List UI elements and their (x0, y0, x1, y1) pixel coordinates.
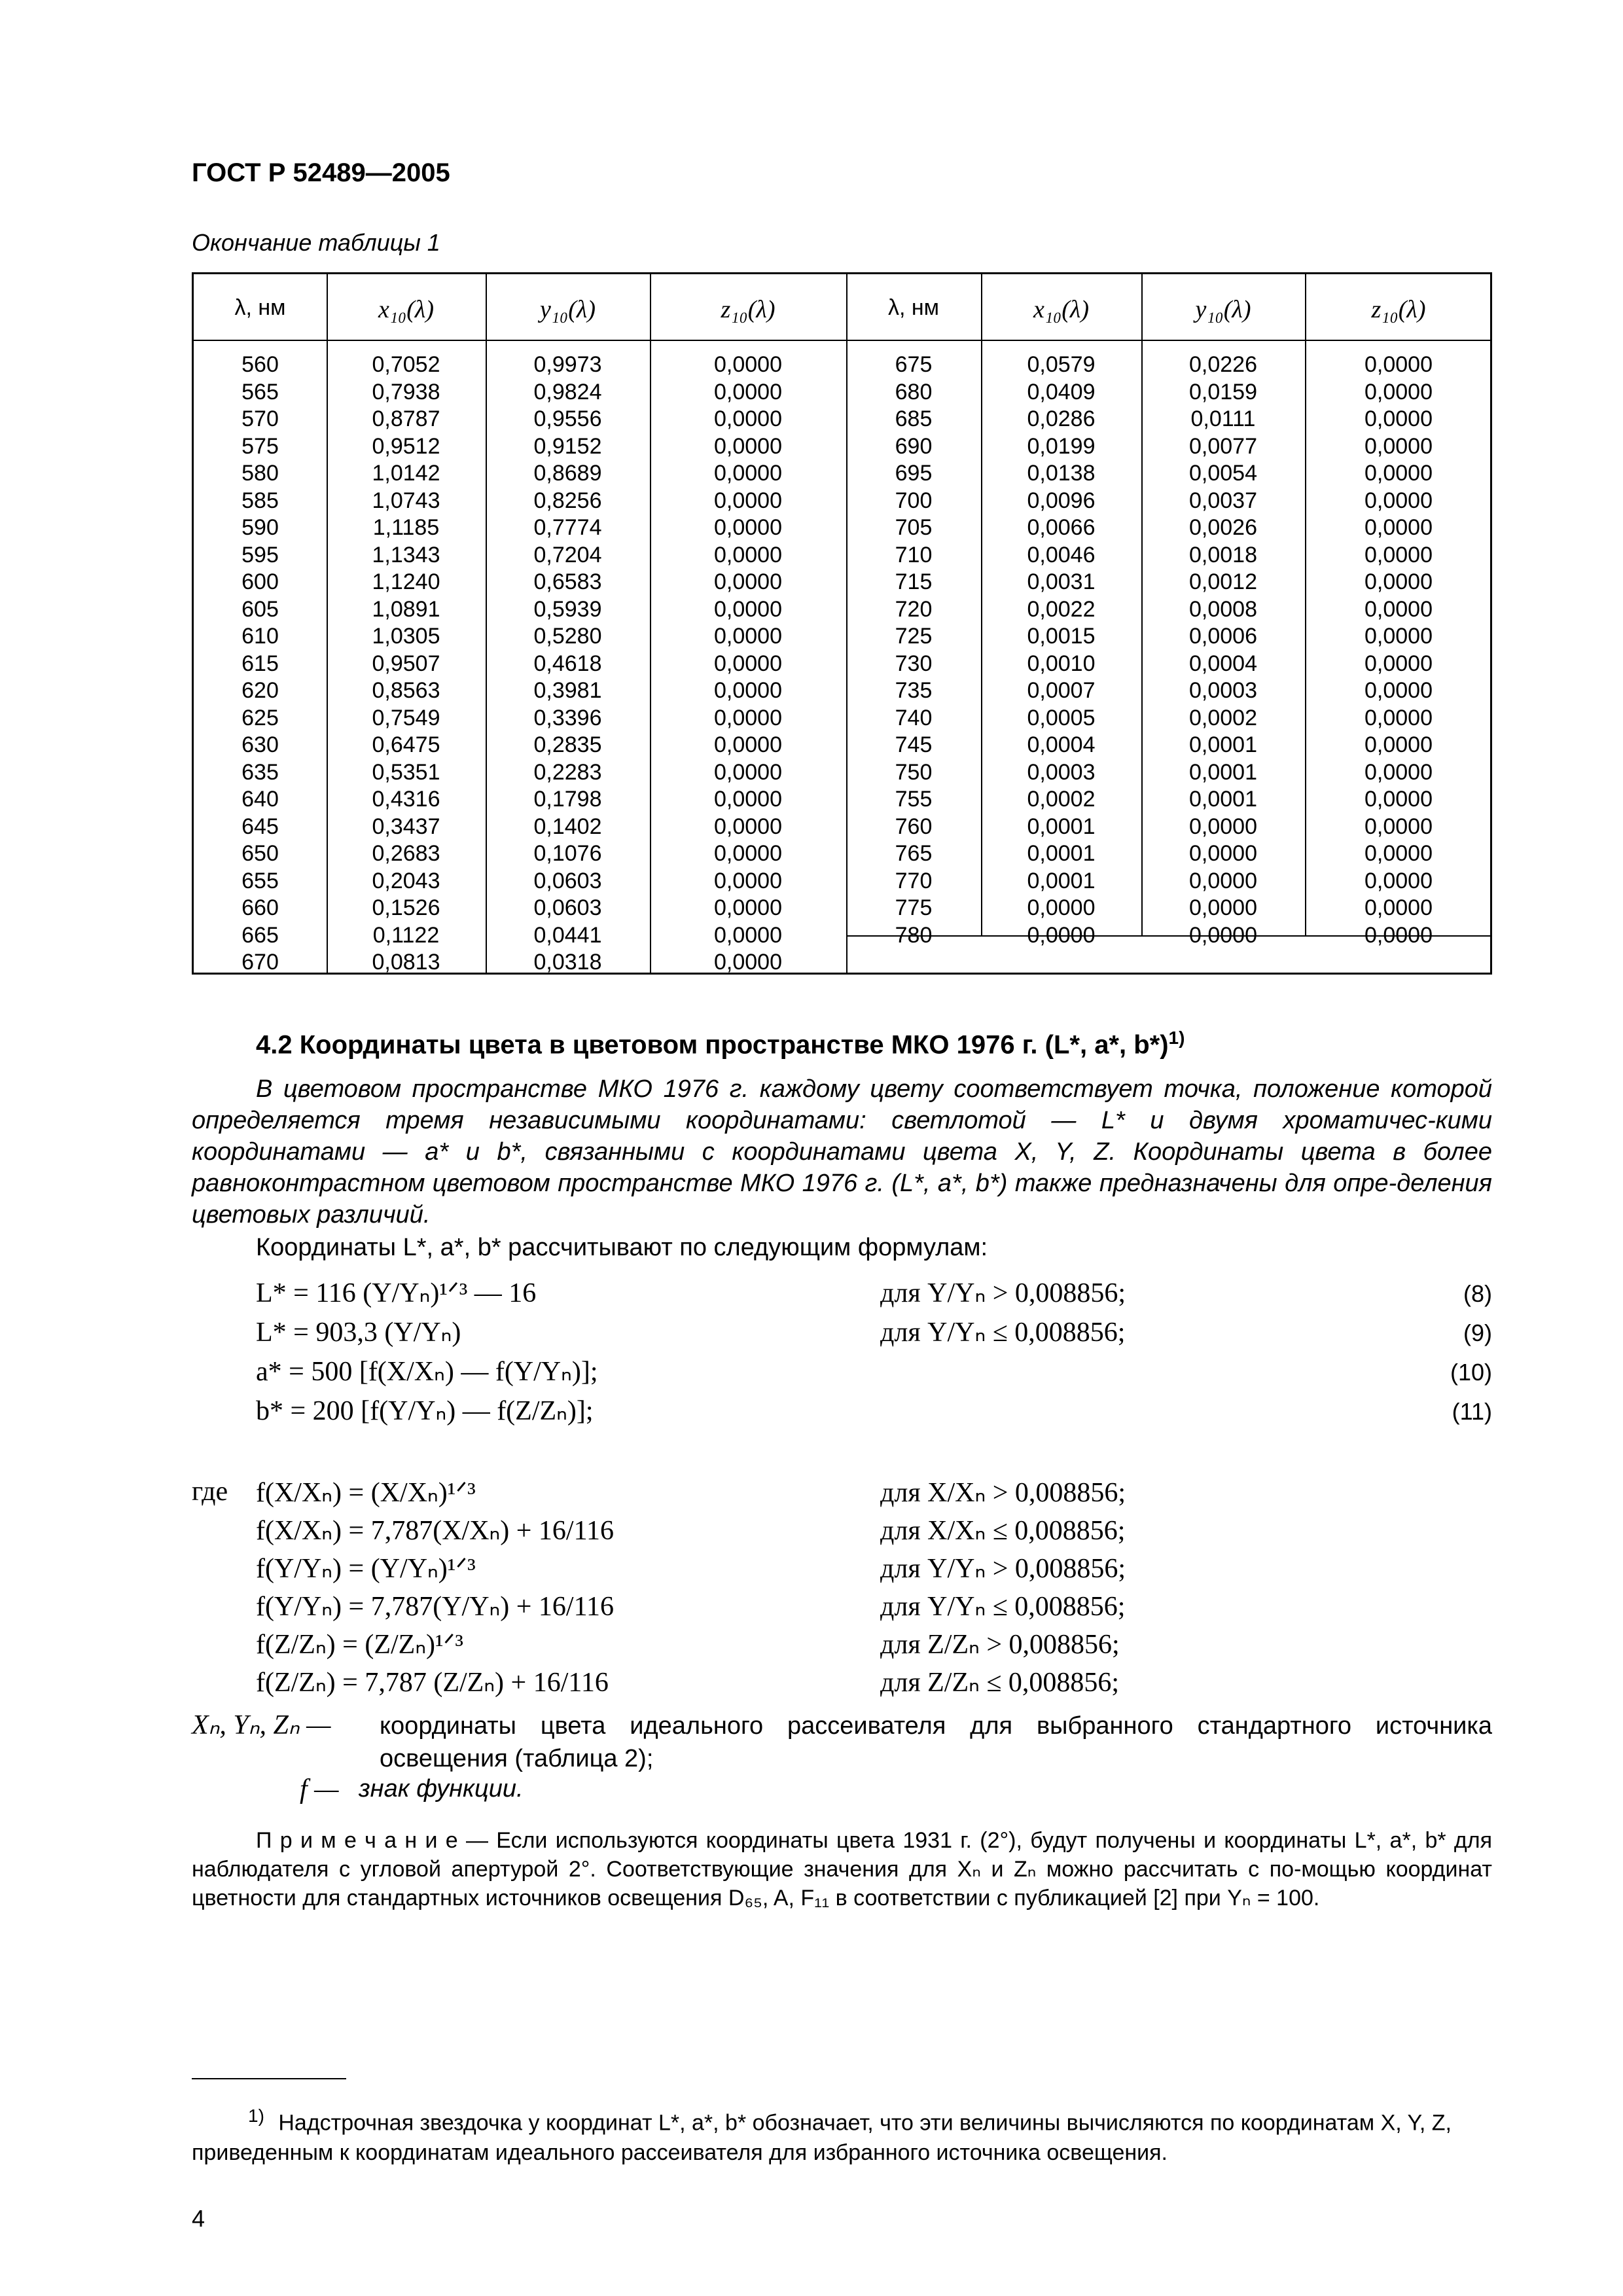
f-x-line-1: f(X/Xₙ) = (X/Xₙ)¹ᐟ³ (256, 1478, 476, 1508)
table-cell: 605 (241, 596, 279, 622)
table-cell: 0,0000 (1364, 787, 1433, 812)
data-table (192, 272, 1492, 975)
table-cell: 0,0000 (1364, 678, 1433, 703)
f-y-line-2: f(Y/Yₙ) = 7,787(Y/Yₙ) + 16/116 (256, 1592, 615, 1622)
table-cell: 0,1122 (372, 922, 440, 948)
formula-9-condition: для Y/Yₙ ≤ 0,008856; (880, 1318, 1126, 1348)
equation-number-10: (10) (1450, 1359, 1492, 1386)
table-cell: 0,0000 (1364, 569, 1433, 594)
table-cell: 0,0000 (1189, 868, 1257, 893)
table-cell: 0,0000 (714, 624, 782, 649)
table-cell: 730 (895, 651, 933, 676)
table-cell: 0,7204 (533, 542, 602, 567)
table-cell: 0,0000 (714, 895, 782, 920)
table-cell: 0,0000 (714, 596, 782, 622)
f-y-cond-1: для Y/Yₙ > 0,008856; (880, 1554, 1126, 1584)
table-cell: 0,8787 (372, 406, 440, 431)
table-cell: 0,0199 (1027, 433, 1096, 459)
footnote-text (192, 2101, 1492, 2168)
table-cell: 0,0000 (1364, 814, 1433, 839)
equation-number-8: (8) (1463, 1280, 1492, 1307)
table-cell: 0,1402 (533, 814, 602, 839)
table-cell: 0,0004 (1027, 732, 1096, 757)
table-cell: 0,0007 (1027, 678, 1096, 703)
table-cell: 0,0409 (1027, 379, 1096, 404)
table-cell: 770 (895, 868, 933, 893)
table-cell: 0,0603 (533, 868, 602, 893)
def-text-f: знак функции. (359, 1775, 524, 1803)
table-cell: 0,0000 (1364, 461, 1433, 486)
table-cell: 0,0000 (714, 515, 782, 540)
f-z-line-2: f(Z/Zₙ) = 7,787 (Z/Zₙ) + 16/116 (256, 1668, 609, 1698)
table-cell: 710 (895, 542, 933, 567)
table-cell: 0,0000 (1364, 542, 1433, 567)
cells-y10-right (1141, 351, 1305, 949)
table-cell: 0,9152 (533, 433, 602, 459)
cells-x10-left (327, 351, 486, 977)
table-cell: 720 (895, 596, 933, 622)
table-cell: 0,0000 (714, 352, 782, 377)
table-cell: 680 (895, 379, 933, 404)
table-cell: 0,0000 (714, 542, 782, 567)
table-cell: 0,0111 (1190, 406, 1256, 431)
table-cell: 0,0000 (714, 678, 782, 703)
table-cell: 0,9973 (533, 352, 602, 377)
def-symbol-f: f — (300, 1774, 339, 1804)
table-cell: 655 (241, 868, 279, 893)
table-cell: 0,8689 (533, 461, 602, 486)
table-cell: 0,0000 (1364, 922, 1433, 948)
table-cell: 0,7774 (533, 515, 602, 540)
footnote-body: Надстрочная звездочка у координат L*, a*, b* обозначает, что эти величины вычисляются по координатам X, Y, Z, приведенным к координатам идеального рассеивателя для избранного источника освещения. (192, 2110, 1452, 2166)
table-cell: 1,1240 (372, 569, 440, 594)
table-cell: 0,0000 (1189, 922, 1257, 948)
table-cell: 0,0000 (1364, 406, 1433, 431)
header-lambda: λ, нм (887, 295, 940, 320)
table-cell: 0,0000 (1364, 488, 1433, 513)
table-cell: 1,0142 (372, 461, 440, 486)
section-heading: Координаты цвета в цветовом пространстве МКО 1976 г. (L*, a*, b*) (299, 1030, 1169, 1060)
table-cell: 715 (895, 569, 933, 594)
table-cell: 0,0318 (533, 950, 602, 975)
table-cell: 0,0054 (1189, 461, 1257, 486)
table-cell: 0,0000 (1364, 379, 1433, 404)
table-cell: 645 (241, 814, 279, 839)
table-cell: 1,1185 (372, 515, 440, 540)
table-cell: 625 (241, 705, 279, 730)
table-cell: 0,0000 (714, 759, 782, 785)
table-cell: 0,0000 (714, 841, 782, 866)
table-cell: 635 (241, 759, 279, 785)
table-cell: 0,0000 (1364, 732, 1433, 757)
table-cell: 0,0000 (1364, 596, 1433, 622)
table-cell: 0,0000 (714, 732, 782, 757)
table-cell: 0,0000 (714, 433, 782, 459)
table-cell: 765 (895, 841, 933, 866)
table-cell: 685 (895, 406, 933, 431)
table-cell: 0,7052 (372, 352, 440, 377)
table-cell: 585 (241, 488, 279, 513)
table-cell: 0,0003 (1189, 678, 1257, 703)
table-cell: 0,0000 (714, 651, 782, 676)
table-cell: 0,0000 (1027, 922, 1096, 948)
table-cell: 0,0000 (714, 379, 782, 404)
header-x10: x₁₀(λ) (378, 296, 435, 323)
cells-lambda-left (194, 351, 327, 977)
table-cell: 775 (895, 895, 933, 920)
table-cell: 0,0813 (372, 950, 440, 975)
table-cell: 0,6583 (533, 569, 602, 594)
footnote-separator (192, 2078, 346, 2079)
table-cell: 750 (895, 759, 933, 785)
table-cell: 0,5939 (533, 596, 602, 622)
table-cell: 0,0159 (1189, 379, 1257, 404)
table-cell: 0,0226 (1189, 352, 1257, 377)
f-z-line-1: f(Z/Zₙ) = (Z/Zₙ)¹ᐟ³ (256, 1630, 464, 1660)
table-cell: 0,0000 (714, 461, 782, 486)
table-cell: 640 (241, 787, 279, 812)
table-cell: 0,2683 (372, 841, 440, 866)
f-x-cond-1: для X/Xₙ > 0,008856; (880, 1478, 1126, 1508)
equation-number-11: (11) (1452, 1398, 1492, 1425)
header-y10: y₁₀(λ) (539, 296, 596, 323)
table-cell: 0,0000 (714, 922, 782, 948)
table-cell: 735 (895, 678, 933, 703)
table-cell: 0,0001 (1027, 868, 1096, 893)
formula-8: L* = 116 (Y/Yₙ)¹ᐟ³ — 16 (256, 1278, 537, 1308)
table-cell: 0,0579 (1027, 352, 1096, 377)
table-cell: 0,0000 (714, 569, 782, 594)
table-cell: 0,3396 (533, 705, 602, 730)
table-cell: 0,0001 (1189, 732, 1257, 757)
table-cell: 0,1798 (533, 787, 602, 812)
table-cell: 0,0000 (714, 868, 782, 893)
table-cell: 0,7938 (372, 379, 440, 404)
cells-x10-right (981, 351, 1141, 949)
table-cell: 0,5280 (533, 624, 602, 649)
table-cell: 0,6475 (372, 732, 440, 757)
table-cell: 745 (895, 732, 933, 757)
table-cell: 0,4618 (533, 651, 602, 676)
table-cell: 0,0001 (1027, 814, 1096, 839)
table-cell: 600 (241, 569, 279, 594)
table-cell: 0,0000 (714, 488, 782, 513)
table-cell: 755 (895, 787, 933, 812)
table-cell: 0,9512 (372, 433, 440, 459)
table-cell: 0,7549 (372, 705, 440, 730)
table-cell: 0,0096 (1027, 488, 1096, 513)
table-cell: 0,3981 (533, 678, 602, 703)
f-y-line-1: f(Y/Yₙ) = (Y/Yₙ)¹ᐟ³ (256, 1554, 476, 1584)
table-cell: 0,2835 (533, 732, 602, 757)
table-cell: 700 (895, 488, 933, 513)
table-cell: 565 (241, 379, 279, 404)
table-cell: 0,0008 (1189, 596, 1257, 622)
table-cell: 560 (241, 352, 279, 377)
table-cell: 695 (895, 461, 933, 486)
table-cell: 0,0441 (533, 922, 602, 948)
table-cell: 0,4316 (372, 787, 440, 812)
table-cell: 0,0000 (1189, 841, 1257, 866)
table-cell: 0,0001 (1027, 841, 1096, 866)
table-cell: 0,0000 (1364, 651, 1433, 676)
table-cell: 590 (241, 515, 279, 540)
f-x-cond-2: для X/Xₙ ≤ 0,008856; (880, 1516, 1126, 1546)
table-cell: 0,0012 (1189, 569, 1257, 594)
table-cell: 705 (895, 515, 933, 540)
table-cell: 650 (241, 841, 279, 866)
table-cell: 0,1526 (372, 895, 440, 920)
table-cell: 0,0000 (714, 787, 782, 812)
table-cell: 0,0000 (1364, 352, 1433, 377)
table-cell: 0,0000 (714, 950, 782, 975)
table-cell: 580 (241, 461, 279, 486)
table-cell: 1,0743 (372, 488, 440, 513)
table-cell: 0,9556 (533, 406, 602, 431)
table-cell: 0,0002 (1027, 787, 1096, 812)
table-cell: 675 (895, 352, 933, 377)
table-cell: 0,0000 (714, 406, 782, 431)
table-cell: 0,2283 (533, 759, 602, 785)
table-cell: 0,0603 (533, 895, 602, 920)
table-cell: 690 (895, 433, 933, 459)
table-cell: 660 (241, 895, 279, 920)
formula-10: a* = 500 [f(X/Xₙ) — f(Y/Yₙ)]; (256, 1357, 598, 1387)
document-code: ГОСТ Р 52489—2005 (192, 158, 450, 187)
table-cell: 0,8256 (533, 488, 602, 513)
footnote-mark: 1) (248, 2106, 264, 2126)
table-cell: 0,8563 (372, 678, 440, 703)
table-cell: 740 (895, 705, 933, 730)
table-cell: 610 (241, 624, 279, 649)
table-cell: 0,0002 (1189, 705, 1257, 730)
def-text-xyz: координаты цвета идеального рассеивателя для выбранного стандартного источника освещения (таблица 2); (380, 1712, 1492, 1772)
table-cell: 0,0031 (1027, 569, 1096, 594)
section-number: 4.2 (256, 1030, 293, 1060)
f-z-cond-1: для Z/Zₙ > 0,008856; (880, 1630, 1120, 1660)
formula-11: b* = 200 [f(Y/Yₙ) — f(Z/Zₙ)]; (256, 1396, 594, 1426)
table-cell: 760 (895, 814, 933, 839)
table-cell: 0,0001 (1189, 787, 1257, 812)
table-cell: 0,9507 (372, 651, 440, 676)
cells-z10-left (650, 351, 846, 977)
note-paragraph: П р и м е ч а н и е — Если используются координаты цвета 1931 г. (2°), будут получены и координаты L*, a*, b* для наблюдателя с угловой апертурой 2°. Соответствующие значения для Xₙ и Zₙ можно рассчитать с по-мощью координат цветности для стандартных источников освещения D₆₅, A, F₁₁ в соответствии с публикацией [2] при Yₙ = 100. (192, 1828, 1492, 1910)
where-label: где (192, 1477, 228, 1507)
f-z-cond-2: для Z/Zₙ ≤ 0,008856; (880, 1668, 1120, 1698)
table-cell: 570 (241, 406, 279, 431)
table-cell: 630 (241, 732, 279, 757)
table-cell: 1,0891 (372, 596, 440, 622)
table-cell: 0,0004 (1189, 651, 1257, 676)
table-cell: 0,0000 (714, 814, 782, 839)
table-cell: 780 (895, 922, 933, 948)
table-cell: 0,0000 (1189, 814, 1257, 839)
table-cell: 0,9824 (533, 379, 602, 404)
formulas-intro: Координаты L*, a*, b* рассчитывают по следующим формулам: (256, 1234, 988, 1261)
table-cell: 665 (241, 922, 279, 948)
table-cell: 670 (241, 950, 279, 975)
section-title (256, 1028, 1185, 1060)
table-cell: 0,0046 (1027, 542, 1096, 567)
table-cell: 0,0018 (1189, 542, 1257, 567)
table-cell: 0,3437 (372, 814, 440, 839)
cells-z10-right (1305, 351, 1492, 949)
formula-9: L* = 903,3 (Y/Yₙ) (256, 1318, 461, 1348)
table-cell: 0,0026 (1189, 515, 1257, 540)
table-cell: 0,0000 (1364, 705, 1433, 730)
table-cell: 0,0000 (1364, 433, 1433, 459)
table-cell: 0,0001 (1189, 759, 1257, 785)
table-cell: 1,0305 (372, 624, 440, 649)
table-cell: 0,0000 (1364, 841, 1433, 866)
table-cell: 620 (241, 678, 279, 703)
formula-8-condition: для Y/Yₙ > 0,008856; (880, 1278, 1126, 1308)
table-cell: 0,0006 (1189, 624, 1257, 649)
table-caption: Окончание таблицы 1 (192, 229, 440, 256)
table-cell: 0,0003 (1027, 759, 1096, 785)
f-x-line-2: f(X/Xₙ) = 7,787(X/Xₙ) + 16/116 (256, 1516, 615, 1546)
header-y10: y₁₀(λ) (1195, 296, 1251, 323)
table-cell: 595 (241, 542, 279, 567)
table-cell: 0,0000 (1027, 895, 1096, 920)
table-cell: 1,1343 (372, 542, 440, 567)
page-number: 4 (192, 2205, 205, 2232)
cells-y10-left (486, 351, 650, 977)
table-cell: 0,0077 (1189, 433, 1257, 459)
table-cell: 725 (895, 624, 933, 649)
table-cell: 0,0022 (1027, 596, 1096, 622)
table-cell: 0,0015 (1027, 624, 1096, 649)
table-header-rule (194, 340, 1490, 341)
table-cell: 0,2043 (372, 868, 440, 893)
table-cell: 0,1076 (533, 841, 602, 866)
header-z10: z₁₀(λ) (721, 296, 776, 323)
table-cell: 0,0000 (714, 705, 782, 730)
table-cell: 0,0000 (1364, 624, 1433, 649)
table-cell: 0,0000 (1364, 515, 1433, 540)
table-cell: 0,0000 (1189, 895, 1257, 920)
section-paragraph: В цветовом пространстве МКО 1976 г. каждому цвету соответствует точка, положение которой определяется тремя независимыми координатами: светлотой — L* и двумя хроматичес-кими координатами — a* и b*, связанными с координатами цвета X, Y, Z. Координаты цвета в более равноконтрастном цветовом пространстве МКО 1976 г. (L*, a*, b*) также предназначены для опре-деления цветовых различий. (192, 1075, 1492, 1229)
table-cell: 615 (241, 651, 279, 676)
header-x10: x₁₀(λ) (1033, 296, 1090, 323)
table-cell: 0,0000 (1364, 759, 1433, 785)
table-cell: 0,0037 (1189, 488, 1257, 513)
table-cell: 0,0000 (1364, 868, 1433, 893)
footnote-ref: 1) (1168, 1028, 1185, 1048)
table-cell: 0,5351 (372, 759, 440, 785)
f-y-cond-2: для Y/Yₙ ≤ 0,008856; (880, 1592, 1126, 1622)
header-lambda: λ, нм (234, 295, 286, 320)
table-cell: 0,0066 (1027, 515, 1096, 540)
table-cell: 575 (241, 433, 279, 459)
table-cell: 0,0286 (1027, 406, 1096, 431)
table-cell: 0,0000 (1364, 895, 1433, 920)
equation-number-9: (9) (1463, 1319, 1492, 1346)
table-cell: 0,0005 (1027, 705, 1096, 730)
header-z10: z₁₀(λ) (1371, 296, 1426, 323)
cells-lambda-right (846, 351, 981, 949)
def-symbol-xyz: Xₙ, Yₙ, Zₙ — (192, 1710, 331, 1740)
table-cell: 0,0138 (1027, 461, 1096, 486)
table-cell: 0,0010 (1027, 651, 1096, 676)
